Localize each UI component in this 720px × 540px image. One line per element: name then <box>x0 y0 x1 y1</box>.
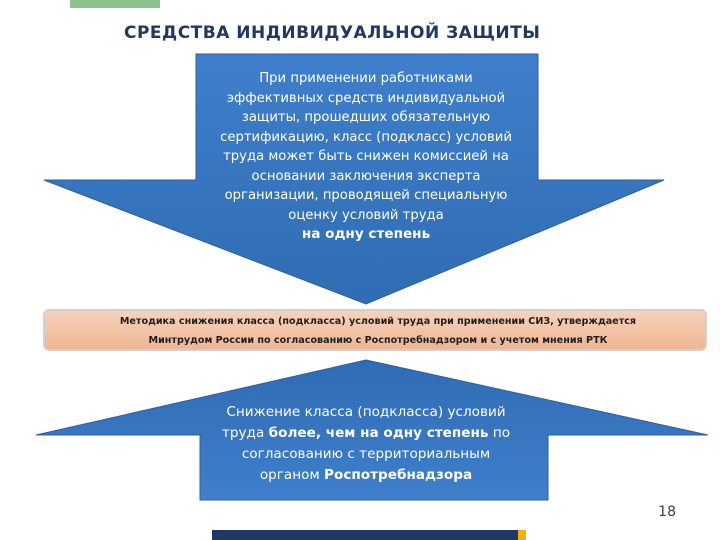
bottom-accent-bar <box>518 530 526 540</box>
down-arrow-line: основании заключения эксперта <box>251 168 481 184</box>
down-arrow-line: эффективных средств индивидуальной <box>226 90 506 106</box>
down-arrow-line: организации, проводящей специальную <box>224 188 508 203</box>
up-arrow-text-part: по согласованию с территориальным органом <box>241 425 511 483</box>
page-number: 18 <box>658 504 676 520</box>
down-arrow-text <box>198 69 534 245</box>
up-arrow-text-part: Снижение класса (подкласса) условий труда <box>221 404 506 441</box>
up-arrow-text <box>210 402 522 486</box>
up-arrow-bold-part: Роспотребнадзора <box>324 467 473 483</box>
method-banner-line: Минтрудом России по согласованию с Роспотребнадзором и с учетом мнения РТК <box>148 335 608 346</box>
bottom-bar <box>212 530 518 540</box>
down-arrow-line: оценку условий труда <box>288 207 444 223</box>
down-arrow-line: труда может быть снижен комиссией на <box>223 149 509 164</box>
method-banner-line: Методика снижения класса (подкласса) условий труда при применении СИЗ, утверждается <box>119 316 637 327</box>
slide-title: СРЕДСТВА ИНДИВИДУАЛЬНОЙ ЗАЩИТЫ <box>124 23 541 43</box>
up-arrow-bold-part: более, чем на одну степень <box>268 425 489 441</box>
down-arrow-emphasis: на одну степень <box>301 226 431 242</box>
down-arrow-line: защиты, прошедших обязательную <box>241 110 491 125</box>
method-banner-text <box>52 312 704 350</box>
down-arrow-line: сертификацию, класс (подкласс) условий <box>220 129 512 145</box>
down-arrow-line: При применении работниками <box>259 71 473 86</box>
